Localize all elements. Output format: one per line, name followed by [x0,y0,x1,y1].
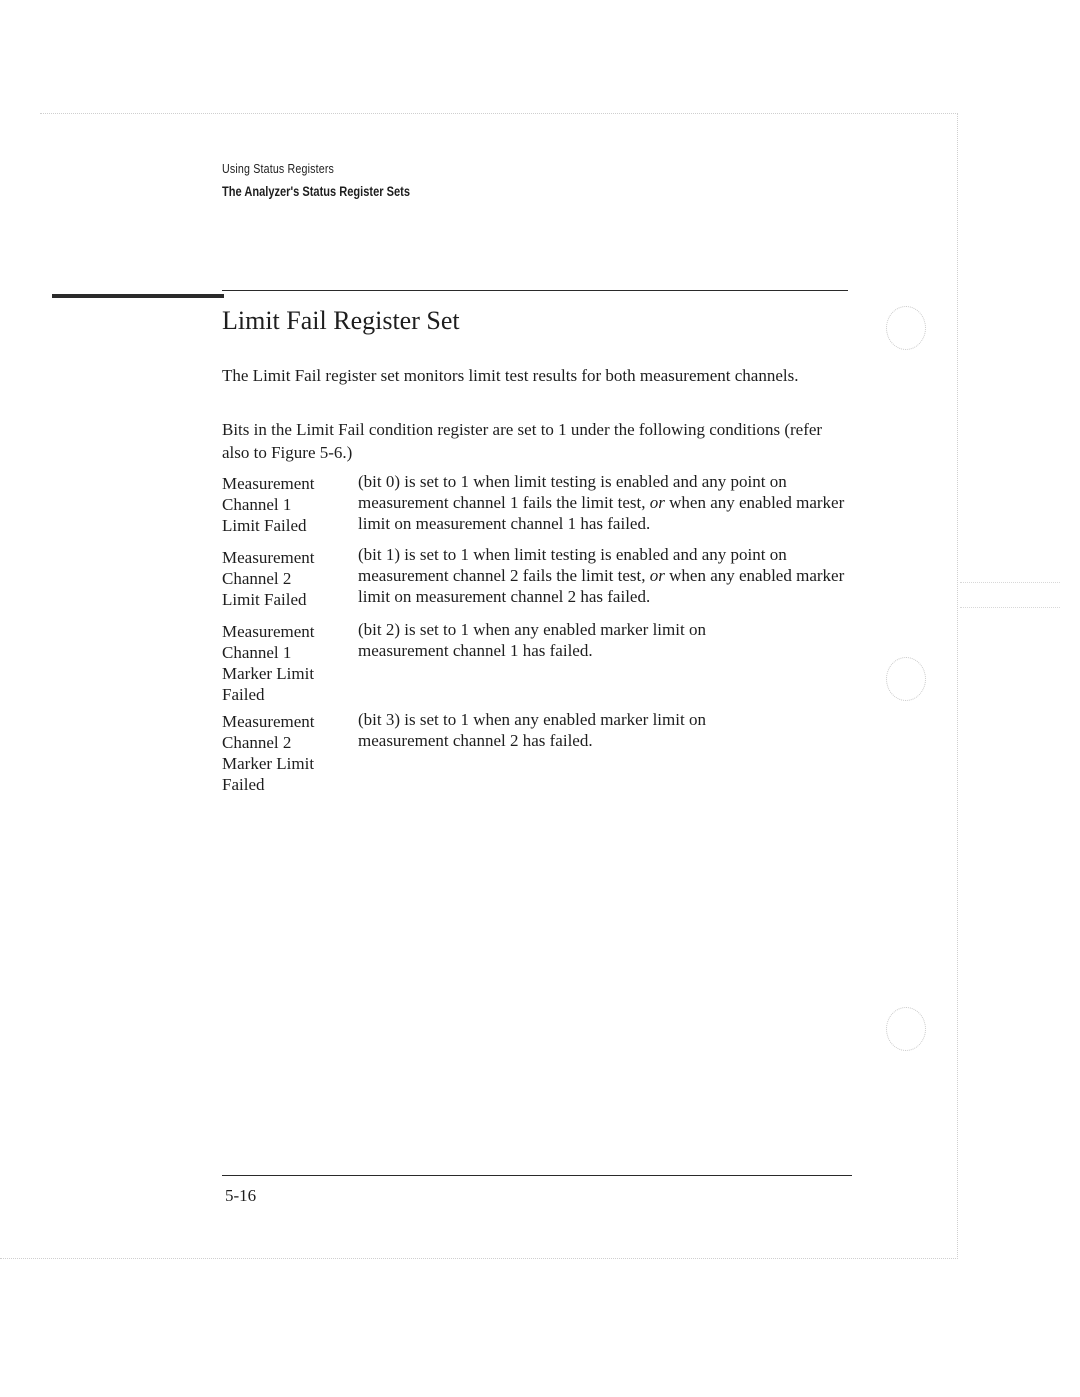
term-line: Measurement [222,712,315,731]
page-edge-bottom [0,1258,958,1259]
definition-term [222,621,352,705]
desc-text: (bit 1) is set to 1 when limit testing is enabled and any point on measurement channel 2 fails the limit test, [358,545,787,585]
desc-emphasis: or [649,566,665,585]
desc-text: when any enabled marker limit on measurement channel 2 has failed. [358,566,845,606]
term-line: Channel 1 [222,495,292,514]
desc-emphasis: or [649,493,665,512]
term-line: Failed [222,775,265,794]
footer-rule [222,1175,852,1176]
page-number: 5-16 [225,1186,257,1205]
page-edge-right [957,113,958,1259]
conditions-paragraph: Bits in the Limit Fail condition register are set to 1 under the following conditions (refer also to Figure 5-6.) [222,420,823,462]
term-line: Limit Failed [222,516,307,535]
header-chapter: Using Status Registers [222,161,335,176]
desc-text: (bit 3) is set to 1 when any enabled marker limit on measurement channel 2 has failed. [358,710,706,750]
term-line: Marker Limit [222,754,315,773]
definition-description [358,709,788,751]
page-title: Limit Fail Register Set [222,306,460,335]
definition-description [358,619,788,661]
section-marker-rule [52,294,224,298]
term-line: Limit Failed [222,590,307,609]
tab-edge-line [960,582,1060,583]
page-edge-top [40,113,958,114]
term-line: Measurement [222,474,315,493]
desc-text: (bit 0) is set to 1 when limit testing is enabled and any point on measurement channel 1 fails the limit test, [358,472,787,512]
tab-edge-line [960,607,1060,608]
term-line: Measurement [222,622,315,641]
term-line: Channel 2 [222,569,292,588]
term-line: Channel 1 [222,643,292,662]
definition-description [358,544,858,607]
definition-term [222,711,352,795]
punch-hole [886,1007,926,1051]
running-header [222,161,410,199]
desc-text: when any enabled marker limit on measurement channel 1 has failed. [358,493,845,533]
punch-hole [886,306,926,350]
punch-hole [886,657,926,701]
term-line: Marker Limit [222,664,315,683]
term-line: Failed [222,685,265,704]
definition-description [358,471,858,534]
definition-term [222,473,352,536]
intro-paragraph: The Limit Fail register set monitors limit test results for both measurement channels. [222,366,799,385]
desc-text: (bit 2) is set to 1 when any enabled marker limit on measurement channel 1 has failed. [358,620,706,660]
header-section: The Analyzer's Status Register Sets [222,184,411,199]
section-rule [222,290,848,291]
definition-term [222,547,352,610]
term-line: Channel 2 [222,733,292,752]
term-line: Measurement [222,548,315,567]
